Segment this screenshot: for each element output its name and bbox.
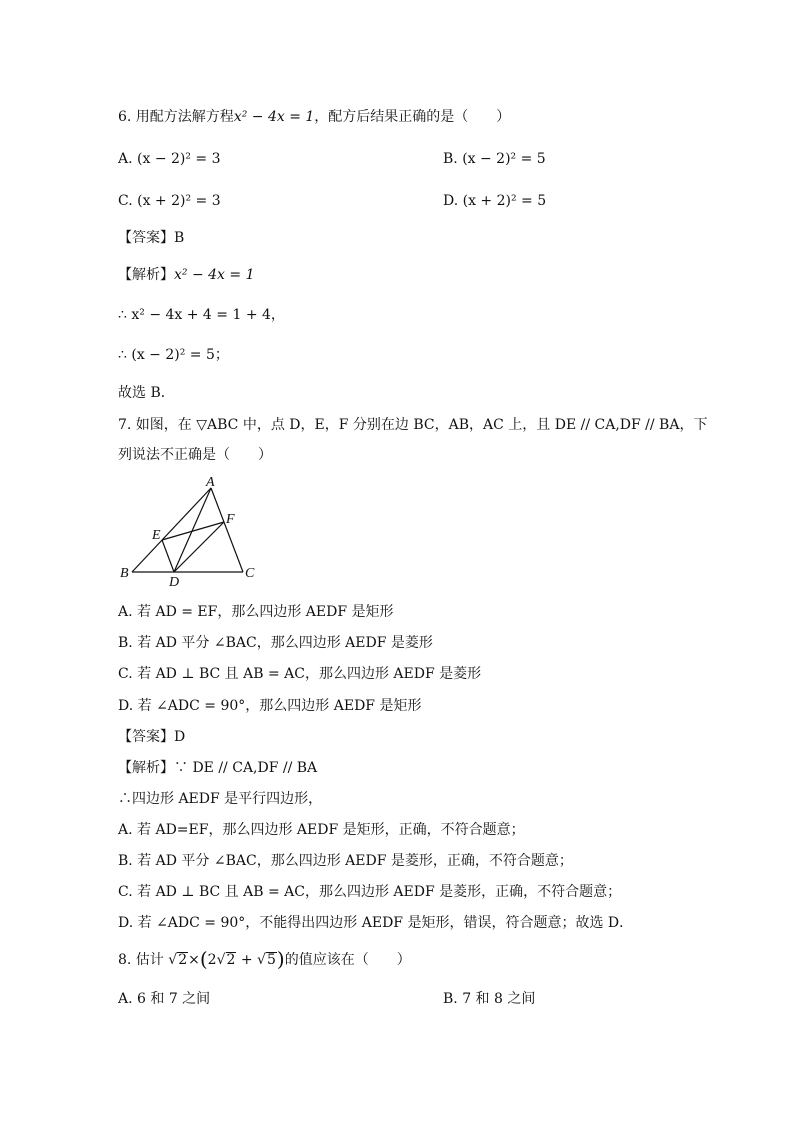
q6-answer: 【答案】B [118, 230, 185, 246]
q7-option-d: D. 若 ∠ADC = 90°，那么四边形 AEDF 是矩形 [118, 698, 422, 714]
q7-analysis-d: D. 若 ∠ADC = 90°，不能得出四边形 AEDF 是矩形，错误，符合题意；故选 D． [118, 915, 634, 931]
q8-stem [118, 947, 411, 971]
q7-answer: 【答案】D [118, 729, 186, 745]
q8-root-2: 2 [178, 952, 188, 968]
q8-root-5: 5 [266, 952, 276, 968]
q6-option-a: A. (x − 2)² = 3 [118, 151, 221, 167]
q6-option-b: B. (x − 2)² = 5 [443, 151, 546, 167]
q7-option-a: A. 若 AD = EF，那么四边形 AEDF 是矩形 [118, 604, 394, 620]
q8-stem-tail: 的值应该在（ ） [284, 952, 411, 968]
q6-stem-tail: ，配方后结果正确的是（ ） [314, 109, 511, 125]
q7-option-c: C. 若 AD ⊥ BC 且 AB = AC，那么四边形 AEDF 是菱形 [118, 666, 482, 682]
q6-step-1: ∴ x² − 4x + 4 = 1 + 4， [118, 307, 285, 323]
label-b: B [120, 566, 129, 581]
q8-times: × [188, 952, 200, 968]
label-f: F [226, 512, 235, 527]
q6-analysis [118, 266, 254, 284]
q6-stem [118, 108, 510, 126]
q8-stem-text: 8. 估计 [118, 952, 164, 968]
q6-option-c: C. (x + 2)² = 3 [118, 193, 221, 209]
q7-analysis-line-2: ∴四边形 AEDF 是平行四边形， [118, 791, 323, 807]
triangle-figure [118, 476, 268, 588]
q8-paren-open: ( [199, 947, 208, 971]
q8-plus: + [240, 952, 253, 968]
label-a: A [206, 476, 215, 490]
q6-step-2: ∴ (x − 2)² = 5； [118, 347, 229, 363]
q6-option-d: D. (x + 2)² = 5 [443, 193, 547, 209]
label-d: D [169, 575, 180, 588]
q8-option-a: A. 6 和 7 之间 [118, 991, 211, 1007]
segment-ad [174, 488, 211, 572]
q6-stem-equation: x² − 4x = 1 [233, 109, 315, 125]
q7-stem-line-2: 列说法不正确是（ ） [118, 447, 272, 463]
q6-stem-text: 6. 用配方法解方程 [118, 109, 234, 125]
q8-coefficient: 2 [207, 952, 217, 968]
q7-analysis-a: A. 若 AD=EF，那么四边形 AEDF 是矩形，正确，不符合题意； [118, 822, 525, 838]
q8-option-b: B. 7 和 8 之间 [443, 991, 536, 1007]
q7-stem-line-1: 7. 如图，在 ▽ABC 中，点 D，E，F 分别在边 BC，AB，AC 上，且 DE // CA,DF // BA，下 [118, 417, 708, 433]
q6-analysis-equation: x² − 4x = 1 [174, 267, 255, 283]
q7-analysis-line-1: 【解析】∵ DE // CA,DF // BA [118, 760, 318, 776]
label-e: E [152, 528, 161, 543]
q6-analysis-label: 【解析】 [118, 267, 174, 283]
q8-paren-close: ) [276, 947, 285, 971]
label-c: C [245, 566, 255, 581]
segment-de [162, 540, 174, 572]
q7-analysis-b: B. 若 AD 平分 ∠BAC，那么四边形 AEDF 是菱形，正确，不符合题意； [118, 853, 573, 869]
q7-analysis-c: C. 若 AD ⊥ BC 且 AB = AC，那么四边形 AEDF 是菱形，正确，不符合题意； [118, 884, 622, 900]
q7-option-b: B. 若 AD 平分 ∠BAC，那么四边形 AEDF 是菱形 [118, 635, 433, 651]
q8-expression: √2×(2√2 + √5) [168, 947, 285, 971]
q6-conclusion: 故选 B． [118, 385, 175, 401]
side-ab [132, 488, 211, 572]
